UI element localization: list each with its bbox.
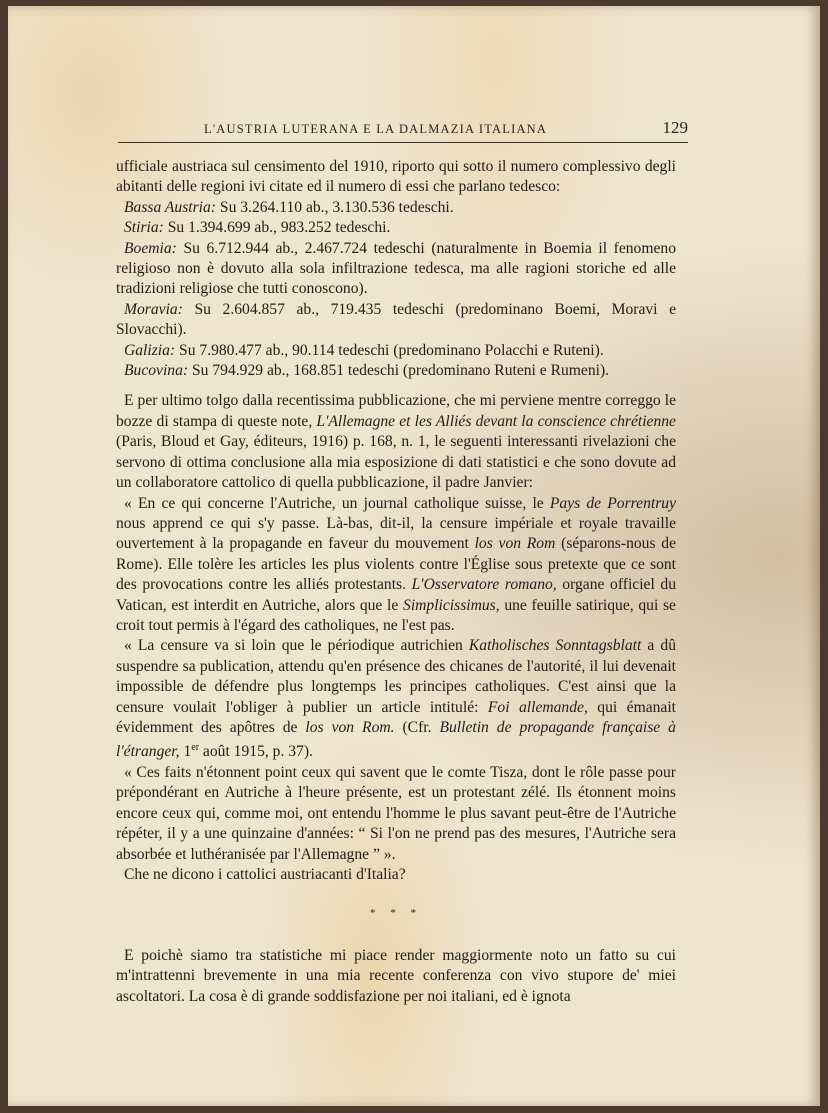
region-boemia: [116, 239, 676, 300]
paragraph-statistics: E poichè siamo tra statistiche mi piace render maggiormente noto un fatto su cui m'intrattenni brevemente in una mia recente conferenza con vivo stupore de' miei ascoltatori. La cosa è di grande soddisfazione per noi italiani, ed è ignota: [116, 946, 676, 1005]
region-name: Moravia:: [124, 300, 183, 318]
body-text: [116, 157, 676, 1007]
region-figures: Su 2.604.857 ab., 719.435 tedeschi (predominano Boemi, Moravi e Slovacchi).: [116, 300, 676, 339]
text: organe officiel du Vatican, est interdit en Autriche, alors que le: [116, 576, 676, 614]
paragraph-question: Che ne dicono i cattolici austriacanti d'Italia?: [124, 866, 406, 883]
section-separator: * * *: [370, 907, 422, 920]
text: 1: [179, 743, 192, 761]
text: (Paris, Bloud et Gay, éditeurs, 1916) p. 168, n. 1, le seguenti interessanti rivelazioni che servono di ottima conclusione alla mia esposizione di dati statistici e che sono dovute ad un collaboratore cattolico di quella pubblicazione, il padre Janvier:: [116, 433, 676, 492]
running-title: L'AUSTRIA LUTERANA E LA DALMAZIA ITALIANA: [204, 122, 548, 136]
paragraph-census-intro: ufficiale austriaca sul censimento del 1910, riporto qui sotto il numero complessivo degli abitanti delle regioni ivi citate ed il numero di essi che parlano tedesco:: [116, 158, 676, 196]
text: nous apprend ce qui s'y passe. Là-bas, dit-il, la censure impériale et royale travaille ouvertement à la propagande en faveur du mouvement: [116, 514, 676, 553]
journal-title: Pays de Porrentruy: [549, 494, 676, 512]
region-bassa-austria: [116, 198, 676, 218]
text: a dû suspendre sa publication, attendu qu'en présence des chicanes de l'autorité, il lui devenait impossible de défendre plus longtemps les principes catholiques. C'est ainsi que la censure voulait l'obliger à publier un article intitulé:: [116, 637, 676, 716]
header-rule: [118, 142, 688, 143]
region-bucovina: [116, 361, 676, 381]
book-title: L'Allemagne et les Alliés devant la conscience chrétienne: [316, 412, 676, 430]
journal-title: L'Osservatore romano,: [411, 576, 557, 594]
quote-paragraph-1: [116, 494, 676, 637]
text: une feuille satirique, qui se croit tout permis à l'égard des catholiques, ne l'est pas.: [116, 596, 676, 634]
book-page: [8, 6, 820, 1106]
region-name: Bucovina:: [124, 362, 189, 380]
region-figures: Su 1.394.699 ab., 983.252 tedeschi.: [163, 219, 391, 237]
quote-paragraph-3: « Ces faits n'étonnent point ceux qui savent que le comte Tisza, dont le rôle passe pour prépondérant en Autriche à l'heure présente, est un protestant zélé. Ils étonnent moins encore ceux qui, comme moi, ont entendu l'homme le plus savant peut-être de l'Autriche répéter, il y a une quinzaine d'années: “ Si l'on ne prend pas des mesures, l'Autriche sera absorbée et luthéranisée par l'Allemagne ” ».: [116, 763, 676, 863]
text: (séparons-nous de Rome). Elle tolère les articles les plus violents contre l'Église sous pretexte que ce sont des provocations contre les alliés protestants.: [116, 535, 676, 594]
region-name: Stiria:: [124, 219, 164, 237]
text: août 1915, p. 37).: [199, 743, 313, 761]
region-name: Galizia:: [124, 341, 176, 359]
page-number: 129: [662, 118, 688, 137]
region-moravia: [116, 300, 676, 341]
region-figures: Su 3.264.110 ab., 3.130.536 tedeschi.: [216, 198, 454, 216]
journal-title: Bulletin de propagande française à l'étranger,: [116, 718, 676, 761]
movement-name: los von Rom.: [305, 718, 395, 736]
ordinal-suffix: er: [191, 742, 200, 754]
text: (Cfr.: [394, 718, 440, 736]
region-figures: Su 794.929 ab., 168.851 tedeschi (predominano Ruteni e Rumeni).: [188, 362, 610, 380]
text: « En ce qui concerne l'Autriche, un journal catholique suisse, le: [124, 494, 550, 512]
movement-name: los von Rom: [474, 535, 556, 553]
paragraph-janvier: [116, 391, 676, 493]
journal-title: Katholisches Sonntagsblatt: [468, 637, 642, 655]
region-figures: Su 6.712.944 ab., 2.467.724 tedeschi (naturalmente in Boemia il fenomeno religioso non è dovuto alla sola infiltrazione tedesca, ma alle ragioni storiche ed alle tradizioni religiose che tutti conoscono).: [116, 239, 676, 298]
text: qui émanait évidemment des apôtres de: [116, 698, 676, 736]
journal-title: Simplicissimus,: [403, 596, 500, 614]
region-figures: Su 7.980.477 ab., 90.114 tedeschi (predominano Polacchi e Ruteni).: [175, 341, 604, 359]
text: « La censure va si loin que le périodique autrichien: [124, 637, 469, 655]
page-header: [118, 116, 688, 144]
region-galizia: [116, 341, 676, 361]
text: E per ultimo tolgo dalla recentissima pubblicazione, che mi perviene mentre correggo le bozze di stampa di queste note,: [116, 392, 676, 430]
region-name: Bassa Austria:: [124, 198, 216, 216]
article-title: Foi allemande,: [487, 698, 588, 716]
region-stiria: [116, 218, 676, 238]
region-name: Boemia:: [124, 239, 177, 257]
quote-paragraph-2: [116, 636, 676, 763]
